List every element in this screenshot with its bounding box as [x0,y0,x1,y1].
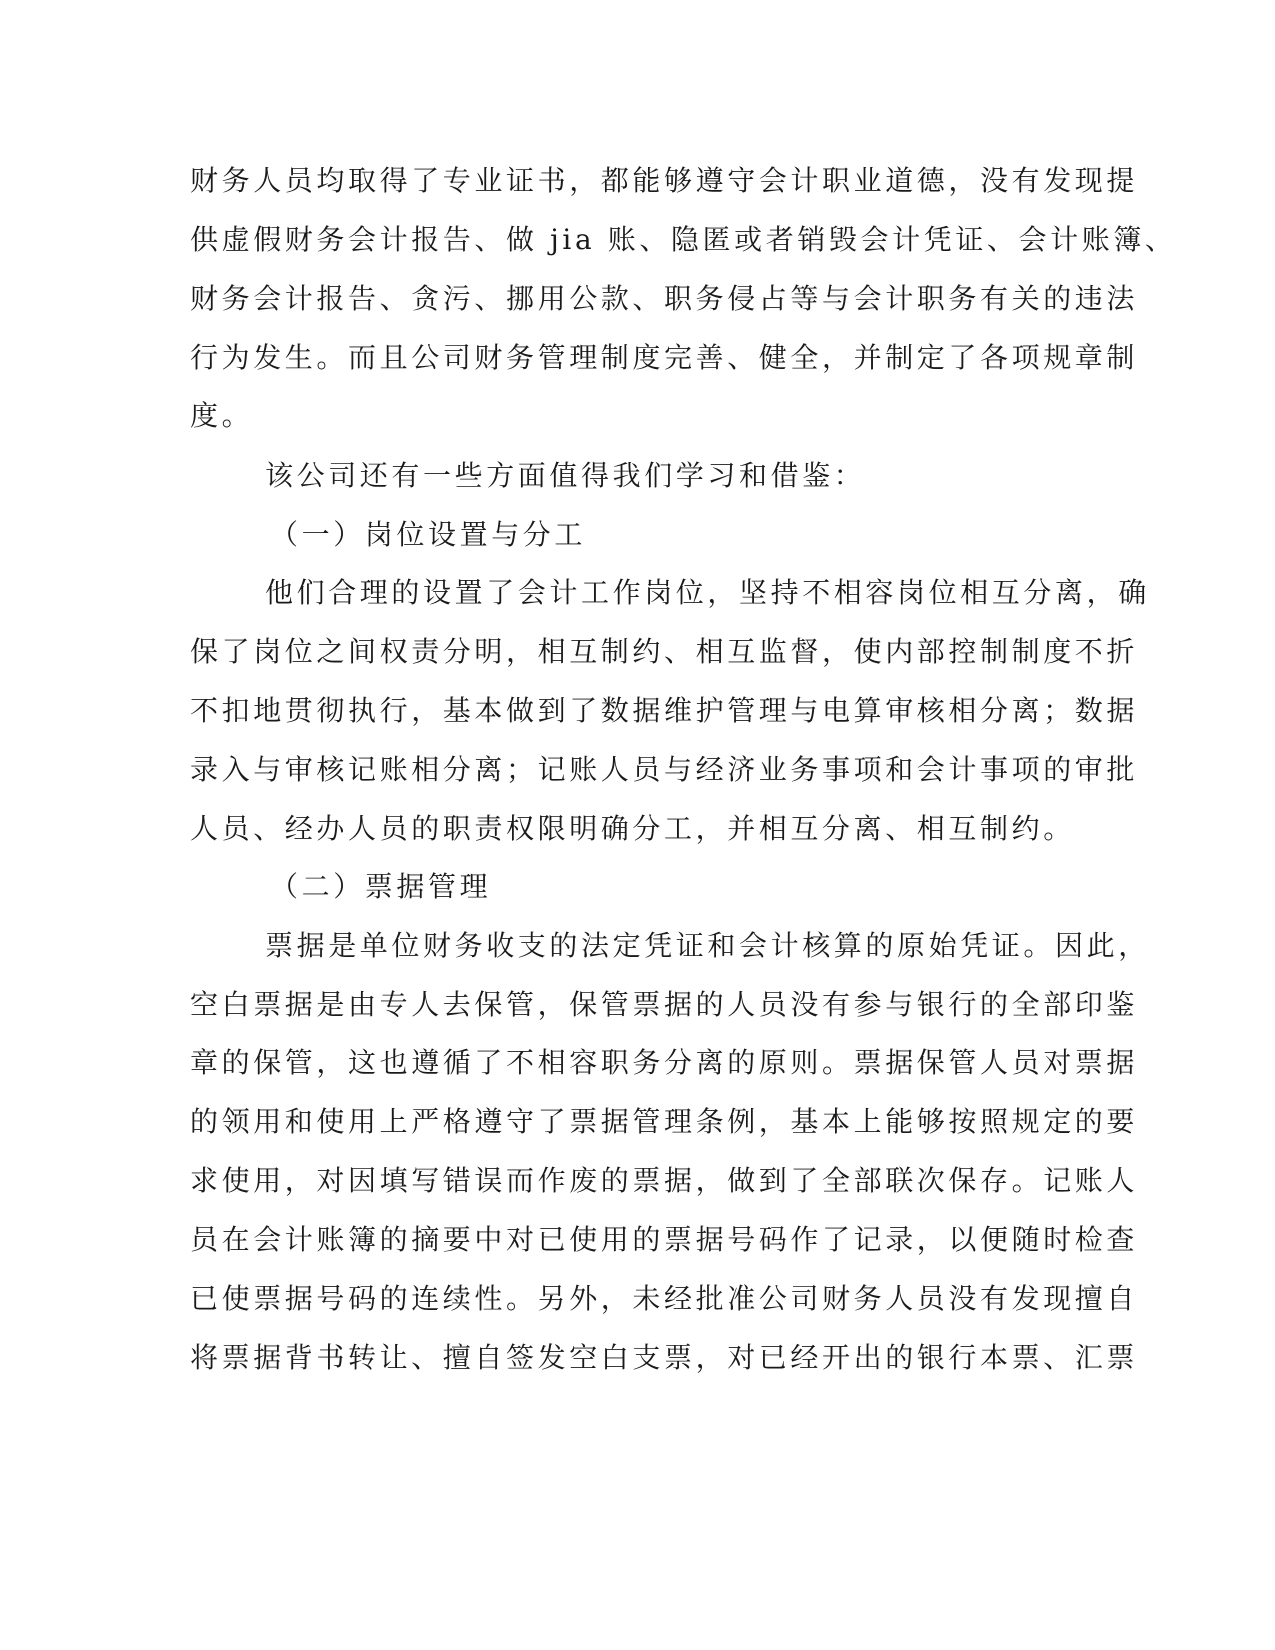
section-heading: （二）票据管理 [270,870,492,903]
body-text-line: 财务人员均取得了专业证书，都能够遵守会计职业道德，没有发现提 [190,164,1139,197]
body-text-line: 保了岗位之间权责分明，相互制约、相互监督，使内部控制制度不折 [190,635,1139,668]
body-text-line: 供虚假财务会计报告、做 jia 账、隐匿或者销毁会计凭证、会计账簿、 [190,223,1177,256]
body-text-line: 空白票据是由专人去保管，保管票据的人员没有参与银行的全部印鉴 [190,988,1139,1021]
body-text-line: 录入与审核记账相分离；记账人员与经济业务事项和会计事项的审批 [190,753,1139,786]
body-text-line: 不扣地贯彻执行，基本做到了数据维护管理与电算审核相分离；数据 [190,694,1139,727]
body-text-line: 章的保管，这也遵循了不相容职务分离的原则。票据保管人员对票据 [190,1046,1139,1079]
body-text-line: 已使票据号码的连续性。另外，未经批准公司财务人员没有发现擅自 [190,1282,1139,1315]
body-text-line: 票据是单位财务收支的法定凭证和会计核算的原始凭证。因此， [265,929,1150,962]
section-heading: （一）岗位设置与分工 [270,518,587,551]
body-text-line: 行为发生。而且公司财务管理制度完善、健全，并制定了各项规章制 [190,341,1139,374]
body-text-line: 的领用和使用上严格遵守了票据管理条例，基本上能够按照规定的要 [190,1105,1139,1138]
body-text-line: 求使用，对因填写错误而作废的票据，做到了全部联次保存。记账人 [190,1164,1139,1197]
body-text-line: 将票据背书转让、擅自签发空白支票，对已经开出的银行本票、汇票 [190,1341,1139,1374]
body-text-line: 人员、经办人员的职责权限明确分工，并相互分离、相互制约。 [190,812,1075,845]
body-text-line: 财务会计报告、贪污、挪用公款、职务侵占等与会计职务有关的违法 [190,282,1139,315]
body-text-line: 他们合理的设置了会计工作岗位，坚持不相容岗位相互分离，确 [265,576,1150,609]
body-text-line: 员在会计账簿的摘要中对已使用的票据号码作了记录，以便随时检查 [190,1223,1139,1256]
body-text-line: 该公司还有一些方面值得我们学习和借鉴： [265,459,866,492]
body-text-line: 度。 [190,399,254,432]
